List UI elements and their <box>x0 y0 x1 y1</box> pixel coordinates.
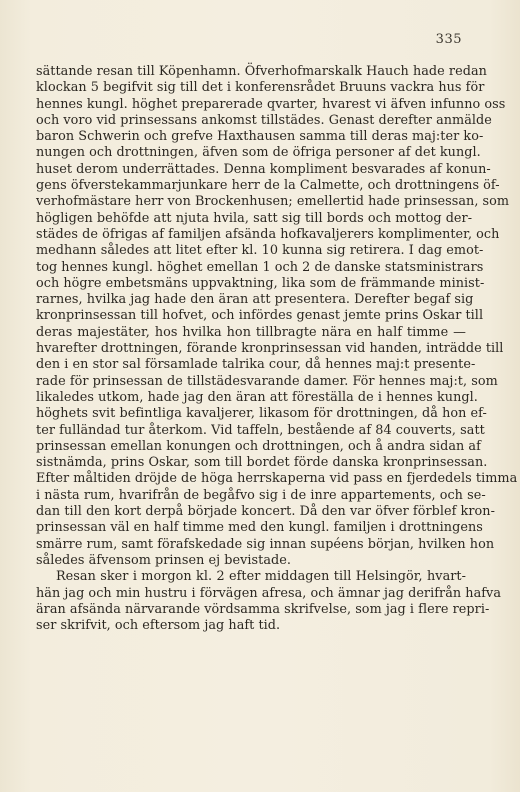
text-line: höghets svit befintliga kavaljerer, likasom för drottningen, då hon ef- <box>36 406 487 422</box>
text-line: således äfvensom prinsen ej bevistade. <box>36 552 292 568</box>
text-line: hän jag och min hustru i förvägen afresa, och ämnar jag derifrån hafva <box>36 585 502 601</box>
text-line: och högre embetsmäns uppvaktning, lika som de främmande minist- <box>36 275 485 291</box>
text-line: nungen och drottningen, äfven som de öfriga personer af det kungl. <box>36 145 481 161</box>
text-line: sistnämda, prins Oskar, som till bordet förde danska kronprinsessan. <box>36 455 488 471</box>
text-line: rade för prinsessan de tillstädesvarande damer. För hennes maj:t, som <box>36 373 498 389</box>
text-line: kronprinsessan till hofvet, och infördes genast jemte prins Oskar till <box>36 308 484 324</box>
text-line: äran afsända närvarande vördsamma skrifvelse, som jag i flere repri- <box>36 601 490 617</box>
text-line: prinsessan emellan konungen och drottningen, och å andra sidan af <box>36 438 481 454</box>
text-line: och voro vid prinsessans ankomst tillstädes. Genast derefter anmälde <box>36 112 492 128</box>
text-line: baron Schwerin och grefve Haxthausen samma till deras maj:ter ko- <box>36 129 484 145</box>
text-line: hennes kungl. höghet preparerade qvarter, hvarest vi äfven infunno oss <box>36 96 506 112</box>
text-line: ter fulländad tur återkom. Vid taffeln, bestående af 84 couverts, satt <box>36 422 485 438</box>
text-line: i nästa rum, hvarifrån de begåfvo sig i de inre appartements, och se- <box>36 487 486 503</box>
text-line: ser skrifvit, och eftersom jag haft tid. <box>36 618 281 634</box>
text-line: högligen behöfde att njuta hvila, satt sig till bords och mottog der- <box>36 210 473 226</box>
text-line: hvarefter drottningen, förande kronprinsessan vid handen, inträdde till <box>36 341 504 357</box>
text-line: sättande resan till Köpenhamn. Öfverhofmarskalk Hauch hade redan <box>36 64 487 79</box>
page-number: 335 <box>435 32 462 47</box>
text-line: verhofmästare herr von Brockenhusen; emellertid hade prinsessan, som <box>36 194 510 210</box>
text-line: Resan sker i morgon kl. 2 efter middagen till Helsingör, hvart- <box>56 569 466 585</box>
body-text <box>36 64 518 634</box>
text-line: tog hennes kungl. höghet emellan 1 och 2 de danske statsministrars <box>36 259 484 275</box>
text-line: huset derom underrättades. Denna kompliment besvarades af konun- <box>36 161 491 177</box>
text-line: likaledes utkom, hade jag den äran att föreställa de i hennes kungl. <box>36 389 478 405</box>
text-line: den i en stor sal församlade talrika cour, då hennes maj:t presente- <box>36 357 476 373</box>
text-line: rarnes, hvilka jag hade den äran att presentera. Derefter begaf sig <box>36 292 474 308</box>
text-line: klockan 5 begifvit sig till det i konferensrådet Bruuns vackra hus för <box>36 80 485 96</box>
text-line: smärre rum, samt förafskedade sig innan supéens början, hvilken hon <box>36 536 495 552</box>
text-line: medhann således att litet efter kl. 10 kunna sig retirera. I dag emot- <box>36 243 484 259</box>
text-line: Efter måltiden dröjde de höga herrskaperna vid pass en fjerdedels timma <box>36 471 518 487</box>
text-line: städes de öfrigas af familjen afsända hofkavaljerers komplimenter, och <box>36 226 500 242</box>
text-line: gens öfverstekammarjunkare herr de la Calmette, och drottningens öf- <box>36 178 500 194</box>
text-line: prinsessan väl en half timme med den kungl. familjen i drottningens <box>36 520 483 536</box>
text-line: deras majestäter, hos hvilka hon tillbragte nära en half timme — <box>36 324 466 340</box>
text-line: dan till den kort derpå började koncert. Då den var öfver förblef kron- <box>36 504 495 520</box>
